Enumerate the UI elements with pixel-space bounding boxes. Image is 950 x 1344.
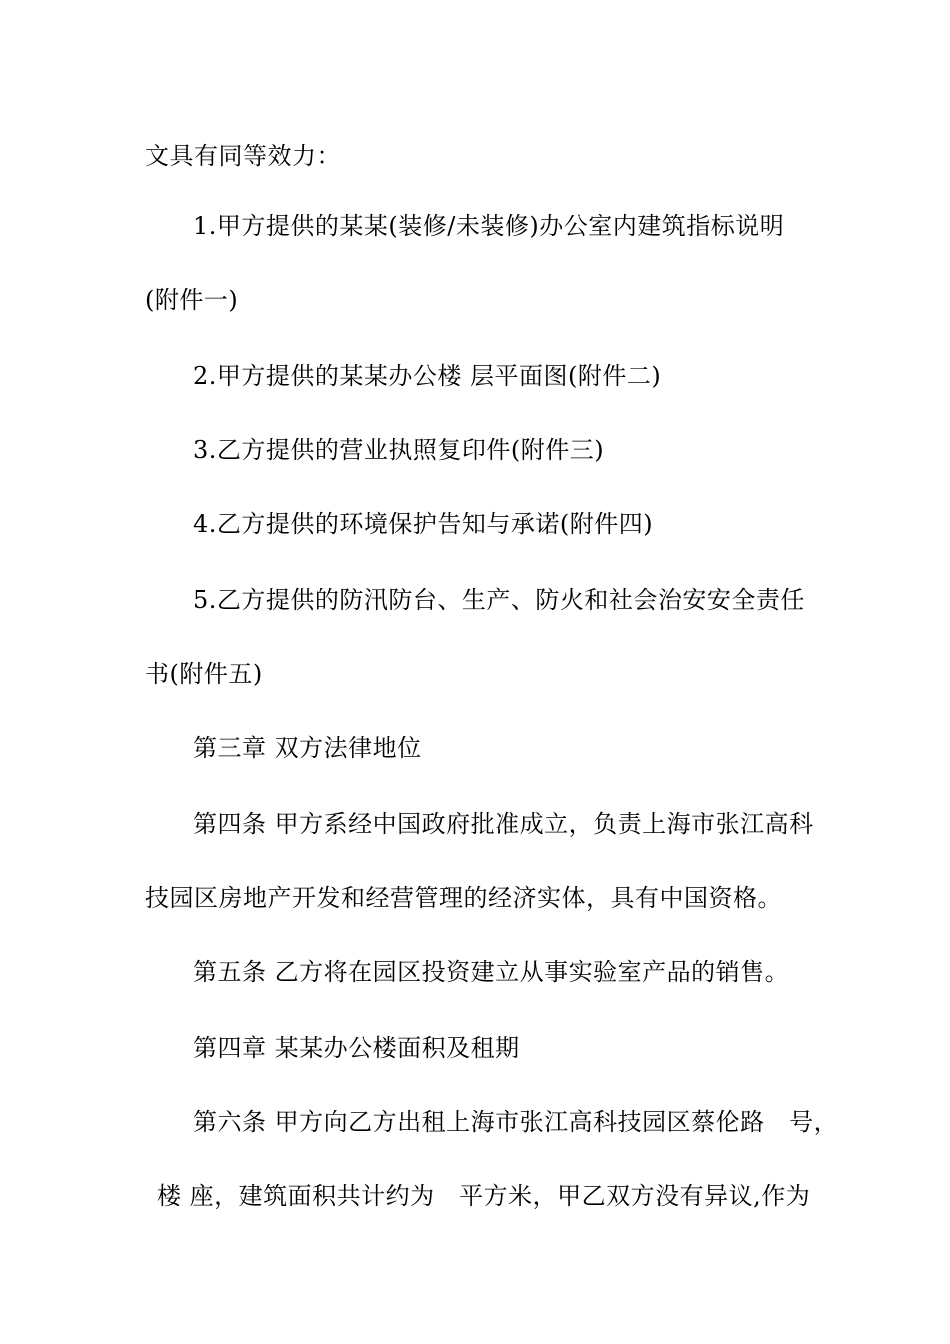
text-line: 第四条 甲方系经中国政府批准成立，负责上海市张江高科 bbox=[193, 810, 814, 838]
text-line: 2.甲方提供的某某办公楼 层平面图(附件二) bbox=[193, 362, 662, 390]
text-line: 文具有同等效力： bbox=[145, 142, 341, 170]
chapter-heading: 第三章 双方法律地位 bbox=[193, 734, 422, 762]
text-line: 第六条 甲方向乙方出租上海市张江高科技园区蔡伦路 号， bbox=[193, 1108, 839, 1136]
text-line: 技园区房地产开发和经营管理的经济实体，具有中国资格。 bbox=[145, 884, 782, 912]
text-line: 楼 座，建筑面积共计约为 平方米，甲乙双方没有异议,作为 bbox=[157, 1182, 811, 1210]
text-line: (附件一) bbox=[145, 286, 239, 314]
chapter-heading: 第四章 某某办公楼面积及租期 bbox=[193, 1034, 520, 1062]
text-line: 3.乙方提供的营业执照复印件(附件三) bbox=[193, 436, 605, 464]
text-line: 5.乙方提供的防汛防台、生产、防火和社会治安安全责任 bbox=[193, 586, 805, 614]
text-line: 书(附件五) bbox=[145, 660, 263, 688]
text-line: 第五条 乙方将在园区投资建立从事实验室产品的销售。 bbox=[193, 958, 790, 986]
text-line: 4.乙方提供的环境保护告知与承诺(附件四) bbox=[193, 510, 654, 538]
text-line: 1.甲方提供的某某(装修/未装修)办公室内建筑指标说明 bbox=[193, 212, 785, 240]
